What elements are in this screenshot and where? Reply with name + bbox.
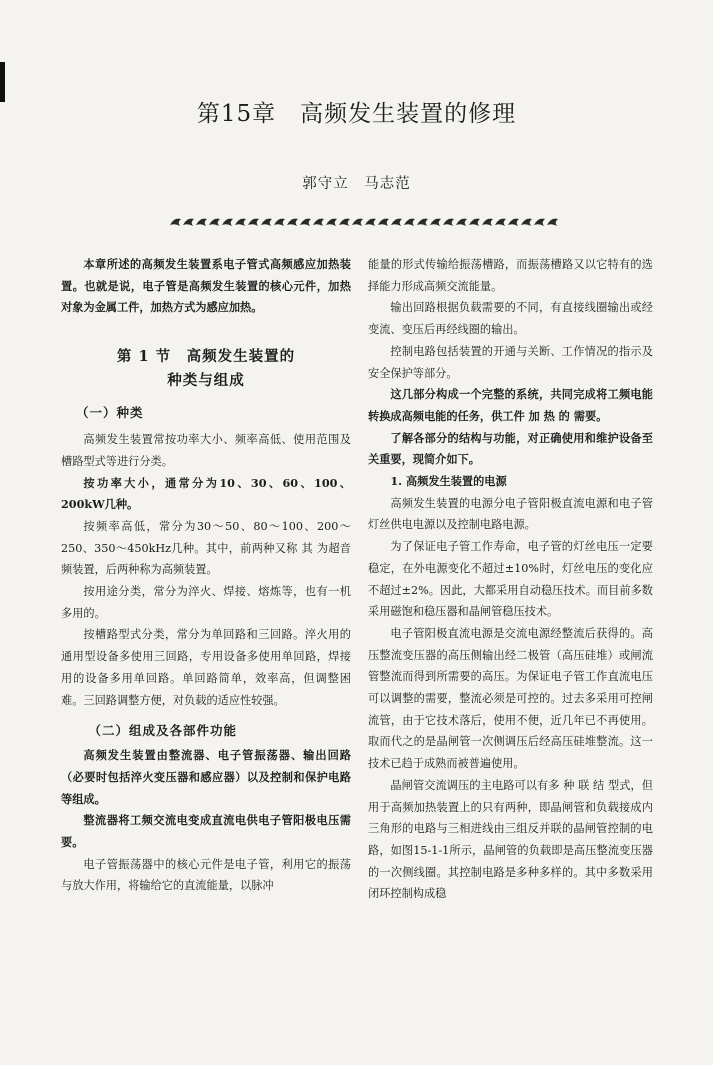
subheading-composition: （二）组成及各部件功能 [88, 723, 238, 739]
paragraph: 按槽路型式分类，常分为单回路和三回路。淬火用的通用型设备多使用三回路，专用设备多使用单回路，焊接用的设备多用单回路。单回路简单，效率高，但调整困难。三回路调整方便，对负载的适应性较强。 [61, 628, 351, 707]
ornament-mark [209, 219, 220, 226]
ornament-mark [391, 219, 402, 226]
ornament-mark [274, 219, 285, 226]
ornament-mark [235, 219, 246, 226]
paragraph: 这几部分构成一个完整的系统，共同完成将工频电能转换成高频电能的任务，供工件 加 热 的 需要。 [368, 387, 653, 423]
ornament-mark [183, 219, 194, 226]
ornament-mark [326, 219, 337, 226]
ornament-mark [521, 219, 532, 226]
ornament-mark [508, 219, 519, 226]
ornament-mark [534, 219, 545, 226]
ornament-mark [443, 219, 454, 226]
ornament-mark [482, 219, 493, 226]
paragraph: 高频发生装置的电源分电子管阳极直流电源和电子管灯丝供电电源以及控制电路电源。 [368, 496, 653, 532]
ornament-mark [547, 219, 558, 226]
ornament-mark [365, 219, 376, 226]
ornament-mark [495, 219, 506, 226]
ornament-mark [404, 219, 415, 226]
ornament-mark [378, 219, 389, 226]
section-title [61, 345, 351, 393]
paragraph: 了解各部分的结构与功能，对正确使用和维护设备至关重要，现简介如下。 [368, 430, 653, 467]
right-column [368, 254, 653, 905]
paragraph: 按用途分类，常分为淬火、焊接、熔炼等，也有一机多用的。 [61, 585, 351, 620]
subheading-types: （一）种类 [76, 405, 144, 421]
authors: 郭守立 马志范 [302, 176, 411, 192]
ornament-mark [352, 219, 363, 226]
paragraph: 输出回路根据负载需要的不同，有直接线圈输出或经变流、变压后再经线圈的输出。 [368, 301, 653, 337]
paragraph: 能量的形式传输给振荡槽路，而振荡槽路又以它特有的选择能力形成高频交流能量。 [368, 258, 653, 293]
chapter-title: 第15章 高频发生装置的修理 [196, 101, 517, 127]
paragraph: 按频率高低，常分为30～50、80～100、200～250、350～450kHz几种。其中，前两种又称 其 为超音频装置，后两种称为高频装置。 [61, 519, 351, 577]
ornament-mark [170, 219, 181, 226]
paragraph: 电子管振荡器中的核心元件是电子管，利用它的振荡与放大作用，将输给它的直流能量，以脉冲 [61, 857, 351, 893]
ornament-mark [339, 219, 350, 226]
ornament-mark [456, 219, 467, 226]
ornament-mark [313, 219, 324, 226]
ornament-mark [430, 219, 441, 226]
ornament-mark [261, 219, 272, 226]
ornament-mark [469, 219, 480, 226]
paragraph: 电子管阳极直流电源是交流电源经整流后获得的。高压整流变压器的高压侧输出经二极管（高压硅堆）或闸流管整流而得到所需要的高压。为保证电子管工作直流电压可以调整的需要，整流必须是可控的。过去多采用可控闸流管，由于它技术落后，使用不便，近几年已不再使用。取而代之的是晶闸管一次侧调压后经高压硅堆整流。这一技术已趋于成熟而被普遍使用。 [368, 626, 653, 771]
ornament-mark [300, 219, 311, 226]
paragraph: 高频发生装置常按功率大小、频率高低、使用范围及槽路型式等进行分类。 [61, 433, 351, 468]
ornamental-divider [170, 215, 560, 229]
section-title-line-1: 第 1 节 高频发生装置的 [116, 348, 296, 366]
paragraph: 为了保证电子管工作寿命，电子管的灯丝电压一定要稳定，在外电源变化不超过±10%时，灯丝电压的变化应不超过±2%。因此，大都采用自动稳压技术。而目前多数采用磁饱和稳压器和晶闸管稳压技术。 [368, 540, 653, 619]
paragraph: 控制电路包括装置的开通与关断、工作情况的指示及安全保护等部分。 [368, 344, 653, 380]
paragraph: 高频发生装置由整流器、电子管振荡器、输出回路（必要时包括淬火变压器和感应器）以及控制和保护电路等组成。 [61, 748, 351, 806]
ornament-mark [287, 219, 298, 226]
heading-power-supply: 1. 高频发生装置的电源 [390, 474, 507, 489]
ornament-mark [417, 219, 428, 226]
paragraph: 晶闸管交流调压的主电路可以有多 种 联 结 型式，但用于高频加热装置上的只有两种，即晶闸管和负载接成内三角形的电路与三相进线由三组反并联的晶闸管控制的电路，如图15-1-1所示，晶闸管的负载即是高压整流变压器的一次侧线圈。其控制电路是多种多样的。其中多数采用闭环控制构成稳 [368, 778, 653, 901]
ornament-mark [222, 219, 233, 226]
paragraph: 整流器将工频交流电变成直流电供电子管阳极电压需要。 [61, 813, 351, 850]
section-title-line-2: 种类与组成 [167, 372, 245, 390]
ornament-mark [248, 219, 259, 226]
left-column [61, 254, 351, 897]
paragraph: 按功率大小，通常分为10、30、60、100、200kW几种。 [61, 475, 351, 512]
ornament-mark [196, 219, 207, 226]
intro-paragraph: 本章所述的高频发生装置系电子管式高频感应加热装置。也就是说，电子管是高频发生装置的核心元件，加热对象为金属工件，加热方式为感应加热。 [61, 257, 351, 315]
